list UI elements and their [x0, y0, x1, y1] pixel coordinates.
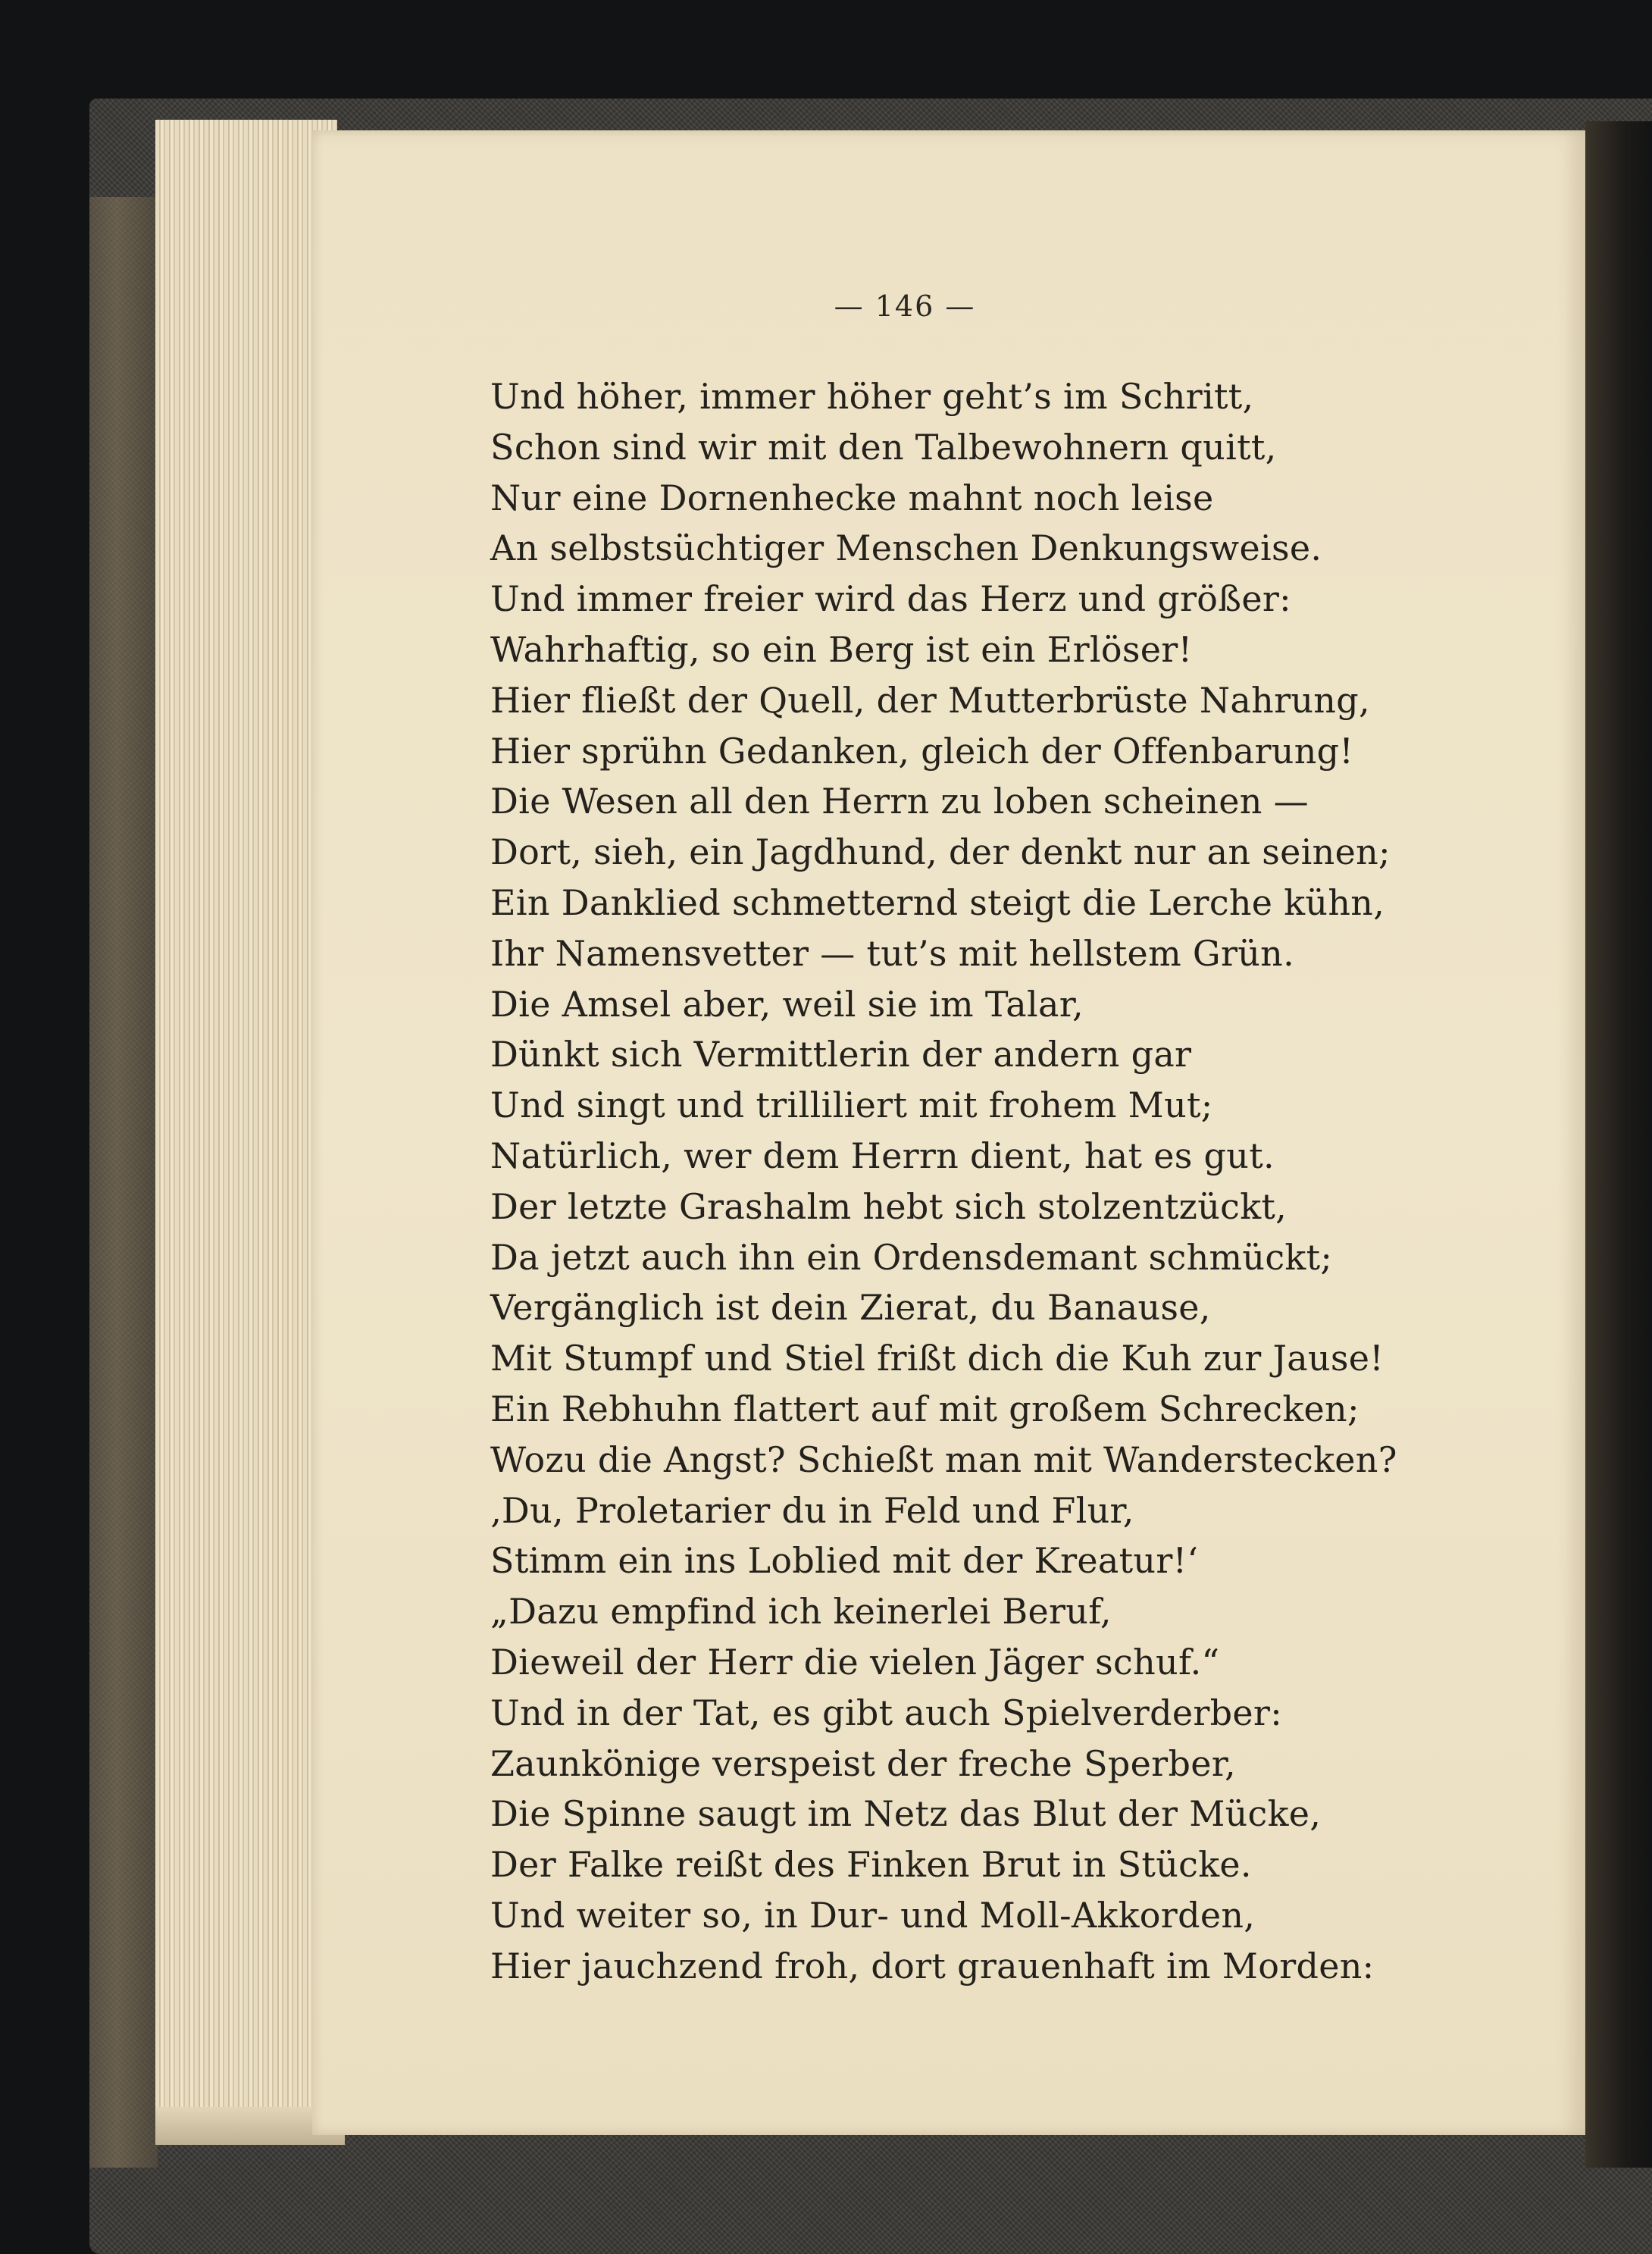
page-number: — 146 — — [834, 290, 976, 323]
text-line: Die Spinne saugt im Netz das Blut der Mücke, — [490, 1793, 1322, 1835]
text-line: Wahrhaftig, so ein Berg ist ein Erlöser! — [490, 628, 1193, 670]
book-page — [312, 130, 1585, 2135]
text-line: Und in der Tat, es gibt auch Spielverderber: — [490, 1692, 1283, 1733]
text-line: Ein Rebhuhn flattert auf mit großem Schrecken; — [490, 1388, 1359, 1429]
text-line: Dünkt sich Vermittlerin der andern gar — [490, 1034, 1192, 1075]
text-line: Schon sind wir mit den Talbewohnern quitt, — [490, 426, 1277, 468]
text-line: Da jetzt auch ihn ein Ordensdemant schmückt; — [490, 1236, 1333, 1278]
text-line: Der Falke reißt des Finken Brut in Stücke. — [490, 1844, 1252, 1886]
text-line: Und höher, immer höher geht’s im Schritt, — [490, 376, 1254, 417]
text-line: Hier jauchzend froh, dort grauenhaft im Morden: — [490, 1945, 1375, 1986]
text-line: Dort, sieh, ein Jagdhund, der denkt nur an seinen; — [490, 831, 1391, 873]
text-line: „Dazu empfind ich keinerlei Beruf, — [490, 1591, 1112, 1633]
text-line: Natürlich, wer dem Herrn dient, hat es gut. — [490, 1135, 1275, 1176]
page-edges — [155, 120, 337, 2140]
text-line: Nur eine Dornenhecke mahnt noch leise — [490, 477, 1214, 518]
text-line: Und singt und trilliliert mit frohem Mut; — [490, 1085, 1213, 1126]
text-line: Und weiter so, in Dur- und Moll-Akkorden, — [490, 1894, 1256, 1936]
text-line: ‚Du, Proletarier du in Feld und Flur, — [490, 1489, 1134, 1531]
text-line: Dieweil der Herr die vielen Jäger schuf.“ — [490, 1641, 1220, 1683]
text-line: Stimm ein ins Loblied mit der Kreatur!‘ — [490, 1540, 1199, 1582]
text-line: Wozu die Angst? Schießt man mit Wanderstecken? — [490, 1438, 1397, 1480]
text-line: An selbstsüchtiger Menschen Denkungsweise. — [490, 527, 1322, 569]
poem-text — [490, 371, 1566, 1992]
text-line: Hier fließt der Quell, der Mutterbrüste Nahrung, — [490, 679, 1370, 721]
gutter-shadow — [1585, 121, 1652, 2168]
text-line: Zaunkönige verspeist der freche Sperber, — [490, 1742, 1236, 1784]
worn-cover-edge — [89, 197, 158, 2168]
text-line: Ihr Namensvetter — tut’s mit hellstem Grün. — [490, 932, 1295, 974]
text-line: Hier sprühn Gedanken, gleich der Offenbarung! — [490, 730, 1354, 772]
text-line: Die Amsel aber, weil sie im Talar, — [490, 983, 1084, 1025]
text-line: Vergänglich ist dein Zierat, du Banause, — [490, 1287, 1211, 1329]
text-line: Der letzte Grashalm hebt sich stolzentzückt, — [490, 1185, 1287, 1227]
text-line: Und immer freier wird das Herz und größer: — [490, 578, 1291, 620]
text-line: Mit Stumpf und Stiel frißt dich die Kuh zur Jause! — [490, 1338, 1384, 1379]
text-line: Die Wesen all den Herrn zu loben scheinen — — [490, 781, 1309, 822]
text-line: Ein Danklied schmetternd steigt die Lerche kühn, — [490, 881, 1385, 923]
